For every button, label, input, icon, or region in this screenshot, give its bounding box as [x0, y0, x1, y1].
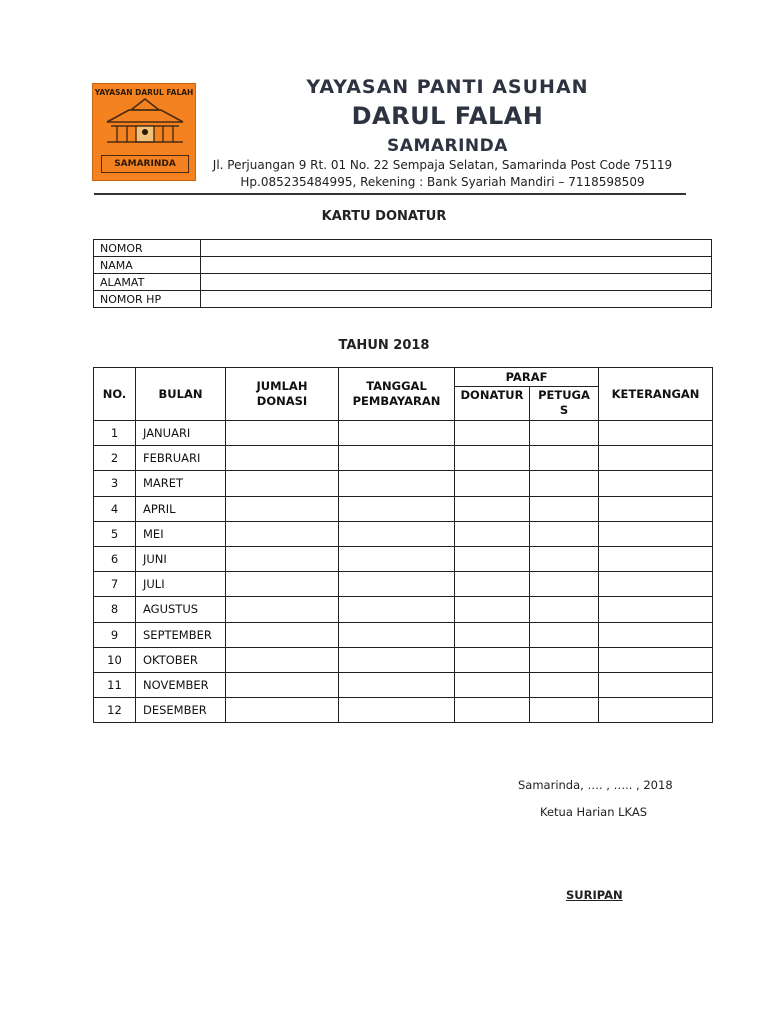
- table-row: [94, 471, 713, 496]
- row-paraf-petugas[interactable]: [530, 421, 599, 446]
- row-no: 7: [94, 572, 136, 597]
- row-no: 5: [94, 521, 136, 546]
- header-keterangan: KETERANGAN: [599, 368, 713, 421]
- row-bulan: JUNI: [136, 546, 226, 571]
- table-row: [94, 672, 713, 697]
- row-no: 4: [94, 496, 136, 521]
- row-keterangan[interactable]: [599, 698, 713, 723]
- card-title: KARTU DONATUR: [321, 209, 447, 224]
- row-paraf-petugas[interactable]: [530, 521, 599, 546]
- row-bulan: JULI: [136, 572, 226, 597]
- row-jumlah-donasi[interactable]: [226, 572, 339, 597]
- header-petugas-text: PETUGAS: [538, 388, 590, 417]
- row-no: 6: [94, 546, 136, 571]
- row-tanggal-pembayaran[interactable]: [339, 521, 455, 546]
- row-tanggal-pembayaran[interactable]: [339, 698, 455, 723]
- row-bulan: DESEMBER: [136, 698, 226, 723]
- row-paraf-petugas[interactable]: [530, 546, 599, 571]
- row-paraf-petugas[interactable]: [530, 622, 599, 647]
- row-paraf-donatur[interactable]: [455, 521, 530, 546]
- table-row: [94, 421, 713, 446]
- row-bulan: APRIL: [136, 496, 226, 521]
- row-jumlah-donasi[interactable]: [226, 421, 339, 446]
- info-value[interactable]: [201, 240, 712, 257]
- row-paraf-petugas[interactable]: [530, 597, 599, 622]
- row-paraf-donatur[interactable]: [455, 572, 530, 597]
- row-jumlah-donasi[interactable]: [226, 446, 339, 471]
- header-jumlah-donasi: [226, 368, 339, 421]
- row-paraf-petugas[interactable]: [530, 647, 599, 672]
- row-keterangan[interactable]: [599, 471, 713, 496]
- row-bulan: JANUARI: [136, 421, 226, 446]
- header-paraf: PARAF: [455, 368, 599, 387]
- row-jumlah-donasi[interactable]: [226, 597, 339, 622]
- info-row-nomor-hp: [94, 291, 712, 308]
- row-keterangan[interactable]: [599, 521, 713, 546]
- header-no: NO.: [94, 368, 136, 421]
- row-keterangan[interactable]: [599, 622, 713, 647]
- info-value[interactable]: [201, 274, 712, 291]
- info-label: NOMOR HP: [94, 291, 201, 308]
- row-paraf-donatur[interactable]: [455, 471, 530, 496]
- row-bulan: AGUSTUS: [136, 597, 226, 622]
- table-row: [94, 597, 713, 622]
- row-keterangan[interactable]: [599, 572, 713, 597]
- row-paraf-petugas[interactable]: [530, 672, 599, 697]
- row-jumlah-donasi[interactable]: [226, 496, 339, 521]
- signature-role: Ketua Harian LKAS: [540, 805, 648, 819]
- row-paraf-petugas[interactable]: [530, 572, 599, 597]
- row-keterangan[interactable]: [599, 421, 713, 446]
- row-paraf-donatur[interactable]: [455, 698, 530, 723]
- row-no: 8: [94, 597, 136, 622]
- row-tanggal-pembayaran[interactable]: [339, 597, 455, 622]
- row-jumlah-donasi[interactable]: [226, 698, 339, 723]
- row-keterangan[interactable]: [599, 597, 713, 622]
- table-row: [94, 622, 713, 647]
- row-paraf-donatur[interactable]: [455, 647, 530, 672]
- table-row: [94, 496, 713, 521]
- table-row: [94, 546, 713, 571]
- header-bulan: BULAN: [136, 368, 226, 421]
- info-label: ALAMAT: [94, 274, 201, 291]
- row-jumlah-donasi[interactable]: [226, 471, 339, 496]
- row-tanggal-pembayaran[interactable]: [339, 421, 455, 446]
- header-line-3: SAMARINDA: [387, 136, 508, 156]
- row-tanggal-pembayaran[interactable]: [339, 471, 455, 496]
- logo-top-text: YAYASAN DARUL FALAH: [94, 88, 194, 97]
- row-paraf-donatur[interactable]: [455, 546, 530, 571]
- header-tanggal-pembayaran-text: TANGGAL PEMBAYARAN: [352, 379, 441, 408]
- logo-bottom-text: SAMARINDA: [101, 155, 189, 173]
- row-tanggal-pembayaran[interactable]: [339, 446, 455, 471]
- signature-place-date: Samarinda, …. , ….. , 2018: [518, 778, 673, 792]
- signature-name: SURIPAN: [566, 888, 623, 902]
- row-keterangan[interactable]: [599, 446, 713, 471]
- row-jumlah-donasi[interactable]: [226, 521, 339, 546]
- row-bulan: FEBRUARI: [136, 446, 226, 471]
- address-line-1: Jl. Perjuangan 9 Rt. 01 No. 22 Sempaja Selatan, Samarinda Post Code 75119: [212, 158, 673, 172]
- row-bulan: NOVEMBER: [136, 672, 226, 697]
- row-tanggal-pembayaran[interactable]: [339, 647, 455, 672]
- row-paraf-petugas[interactable]: [530, 698, 599, 723]
- header-tanggal-pembayaran: [339, 368, 455, 421]
- row-paraf-petugas[interactable]: [530, 496, 599, 521]
- row-paraf-petugas[interactable]: [530, 446, 599, 471]
- table-row: [94, 521, 713, 546]
- header-line-2: DARUL FALAH: [351, 102, 544, 130]
- row-tanggal-pembayaran[interactable]: [339, 672, 455, 697]
- row-jumlah-donasi[interactable]: [226, 672, 339, 697]
- info-label: NOMOR: [94, 240, 201, 257]
- table-row: [94, 572, 713, 597]
- row-bulan: SEPTEMBER: [136, 622, 226, 647]
- year-title: TAHUN 2018: [338, 338, 430, 353]
- row-paraf-donatur[interactable]: [455, 597, 530, 622]
- table-row: [94, 698, 713, 723]
- row-no: 1: [94, 421, 136, 446]
- row-tanggal-pembayaran[interactable]: [339, 622, 455, 647]
- info-row-nama: [94, 257, 712, 274]
- header-jumlah-donasi-text: JUMLAH DONASI: [256, 379, 308, 408]
- row-paraf-donatur[interactable]: [455, 446, 530, 471]
- row-bulan: MEI: [136, 521, 226, 546]
- row-jumlah-donasi[interactable]: [226, 622, 339, 647]
- row-paraf-donatur[interactable]: [455, 672, 530, 697]
- row-tanggal-pembayaran[interactable]: [339, 496, 455, 521]
- table-row: [94, 647, 713, 672]
- donation-table: [93, 367, 713, 723]
- header-donatur: DONATUR: [455, 387, 530, 421]
- info-value[interactable]: [201, 291, 712, 308]
- row-no: 12: [94, 698, 136, 723]
- donor-info-table: [93, 239, 712, 308]
- row-no: 9: [94, 622, 136, 647]
- row-paraf-petugas[interactable]: [530, 471, 599, 496]
- row-keterangan[interactable]: [599, 546, 713, 571]
- row-no: 10: [94, 647, 136, 672]
- header-petugas: [530, 387, 599, 421]
- info-row-nomor: [94, 240, 712, 257]
- row-jumlah-donasi[interactable]: [226, 546, 339, 571]
- row-keterangan[interactable]: [599, 647, 713, 672]
- address-line-2: Hp.085235484995, Rekening : Bank Syariah Mandiri – 7118598509: [240, 175, 645, 189]
- row-jumlah-donasi[interactable]: [226, 647, 339, 672]
- table-row: [94, 446, 713, 471]
- row-no: 2: [94, 446, 136, 471]
- header-divider: [94, 193, 686, 195]
- row-paraf-donatur[interactable]: [455, 421, 530, 446]
- row-bulan: OKTOBER: [136, 647, 226, 672]
- row-no: 3: [94, 471, 136, 496]
- donation-rows: [94, 421, 713, 723]
- row-tanggal-pembayaran[interactable]: [339, 546, 455, 571]
- row-keterangan[interactable]: [599, 672, 713, 697]
- info-value[interactable]: [201, 257, 712, 274]
- row-paraf-donatur[interactable]: [455, 496, 530, 521]
- row-keterangan[interactable]: [599, 496, 713, 521]
- header-line-1: YAYASAN PANTI ASUHAN: [306, 76, 589, 98]
- row-paraf-donatur[interactable]: [455, 622, 530, 647]
- row-bulan: MARET: [136, 471, 226, 496]
- info-label: NAMA: [94, 257, 201, 274]
- row-tanggal-pembayaran[interactable]: [339, 572, 455, 597]
- row-no: 11: [94, 672, 136, 697]
- info-row-alamat: [94, 274, 712, 291]
